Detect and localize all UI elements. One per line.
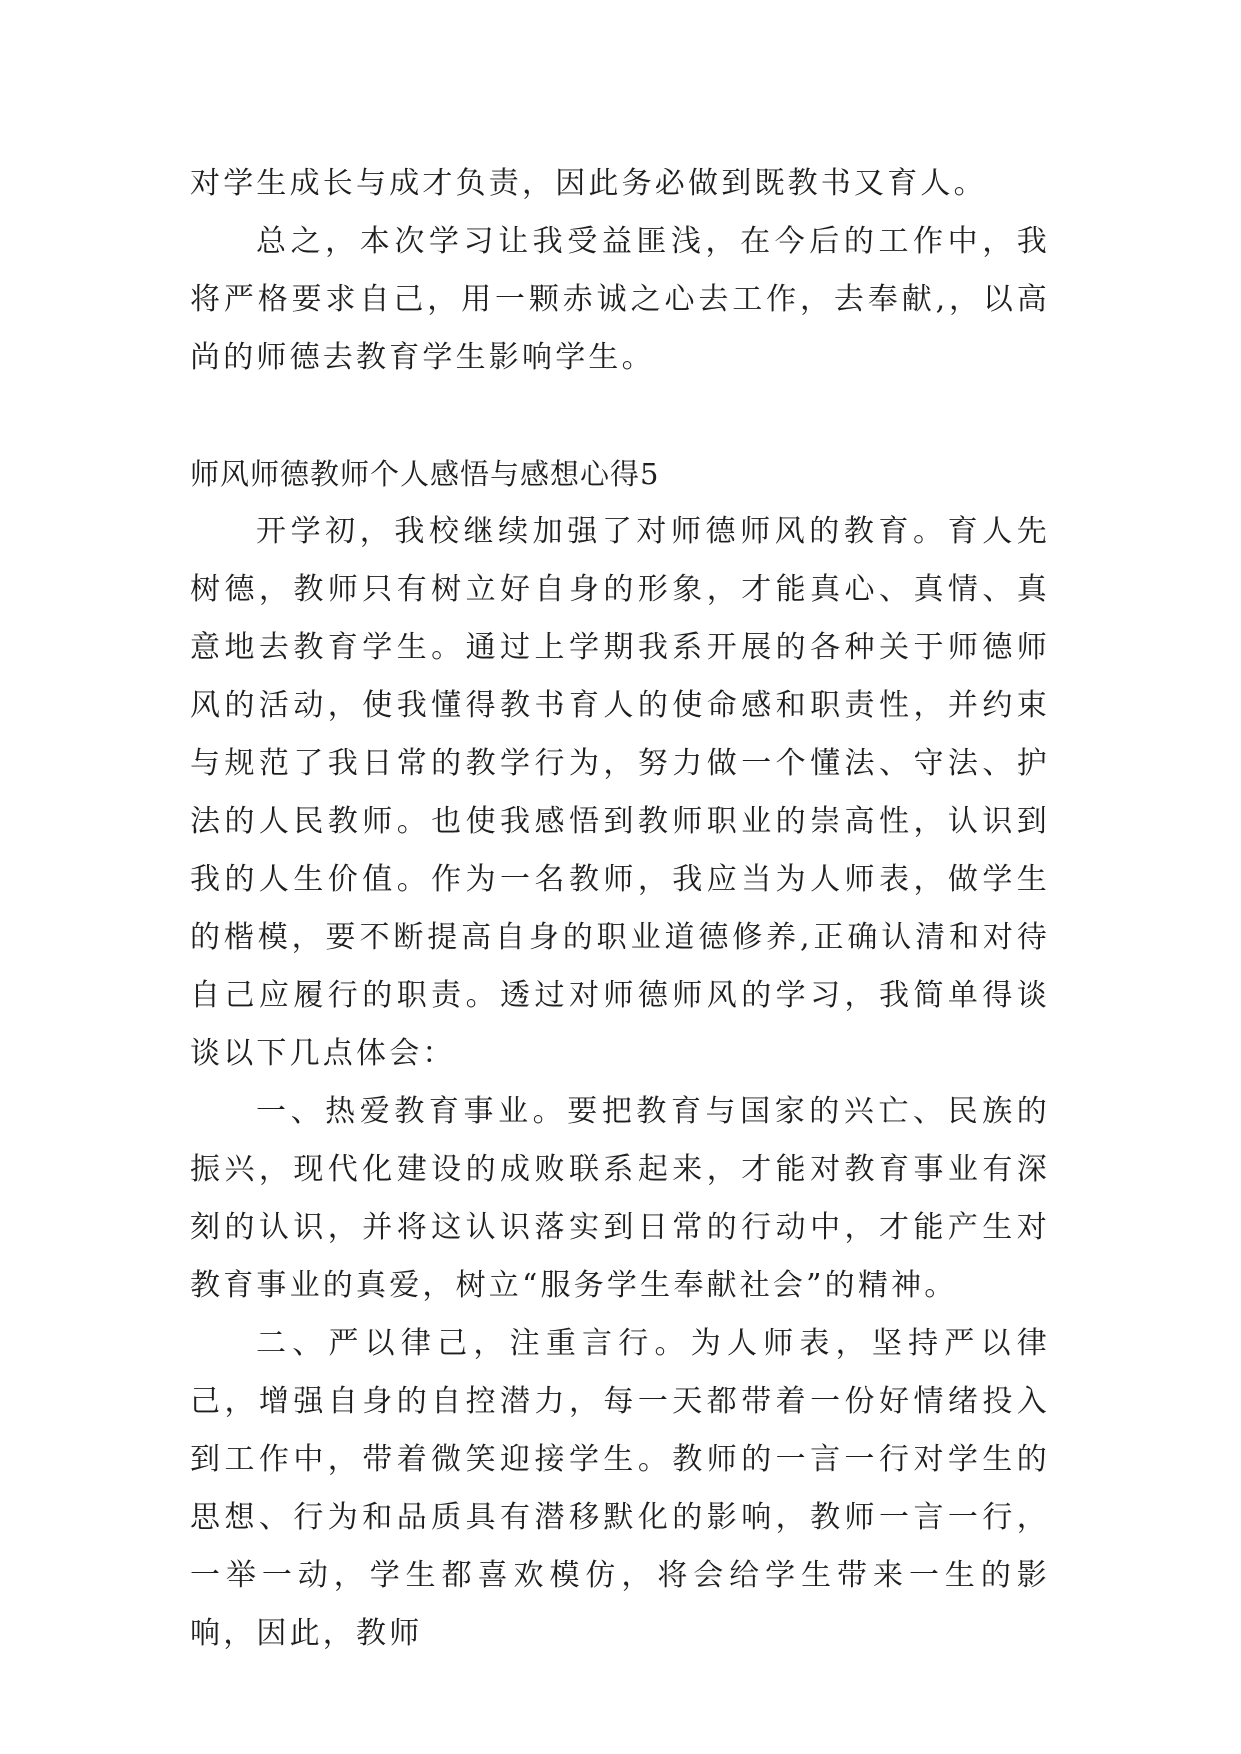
paragraph-point-one: 一、热爱教育事业。要把教育与国家的兴亡、民族的振兴，现代化建设的成败联系起来，才能对教育事业有深刻的认识，并将这认识落实到日常的行动中，才能产生对教育事业的真爱，树立“服务学生奉献社会”的精神。 [190,1094,1050,1303]
document-body [190,155,1050,1663]
paragraph-continuation: 对学生成长与成才负责，因此务必做到既教书又育人。 [190,166,987,201]
paragraph-conclusion: 总之，本次学习让我受益匪浅，在今后的工作中，我将严格要求自己，用一颗赤诚之心去工作，去奉献,，以高尚的师德去教育学生影响学生。 [190,224,1050,375]
paragraph-point-two: 二、严以律己，注重言行。为人师表，坚持严以律己，增强自身的自控潜力，每一天都带着一份好情绪投入到工作中，带着微笑迎接学生。教师的一言一行对学生的思想、行为和品质具有潜移默化的影响，教师一言一行，一举一动，学生都喜欢模仿，将会给学生带来一生的影响，因此，教师 [190,1326,1050,1651]
paragraph-intro: 开学初，我校继续加强了对师德师风的教育。育人先树德，教师只有树立好自身的形象，才能真心、真情、真意地去教育学生。通过上学期我系开展的各种关于师德师风的活动，使我懂得教书育人的使命感和职责性，并约束与规范了我日常的教学行为，努力做一个懂法、守法、护法的人民教师。也使我感悟到教师职业的崇高性，认识到我的人生价值。作为一名教师，我应当为人师表，做学生的楷模，要不断提高自身的职业道德修养,正确认清和对待自己应履行的职责。透过对师德师风的学习，我简单得谈谈以下几点体会： [190,514,1050,1071]
section-title: 师风师德教师个人感悟与感想心得5 [190,457,660,491]
